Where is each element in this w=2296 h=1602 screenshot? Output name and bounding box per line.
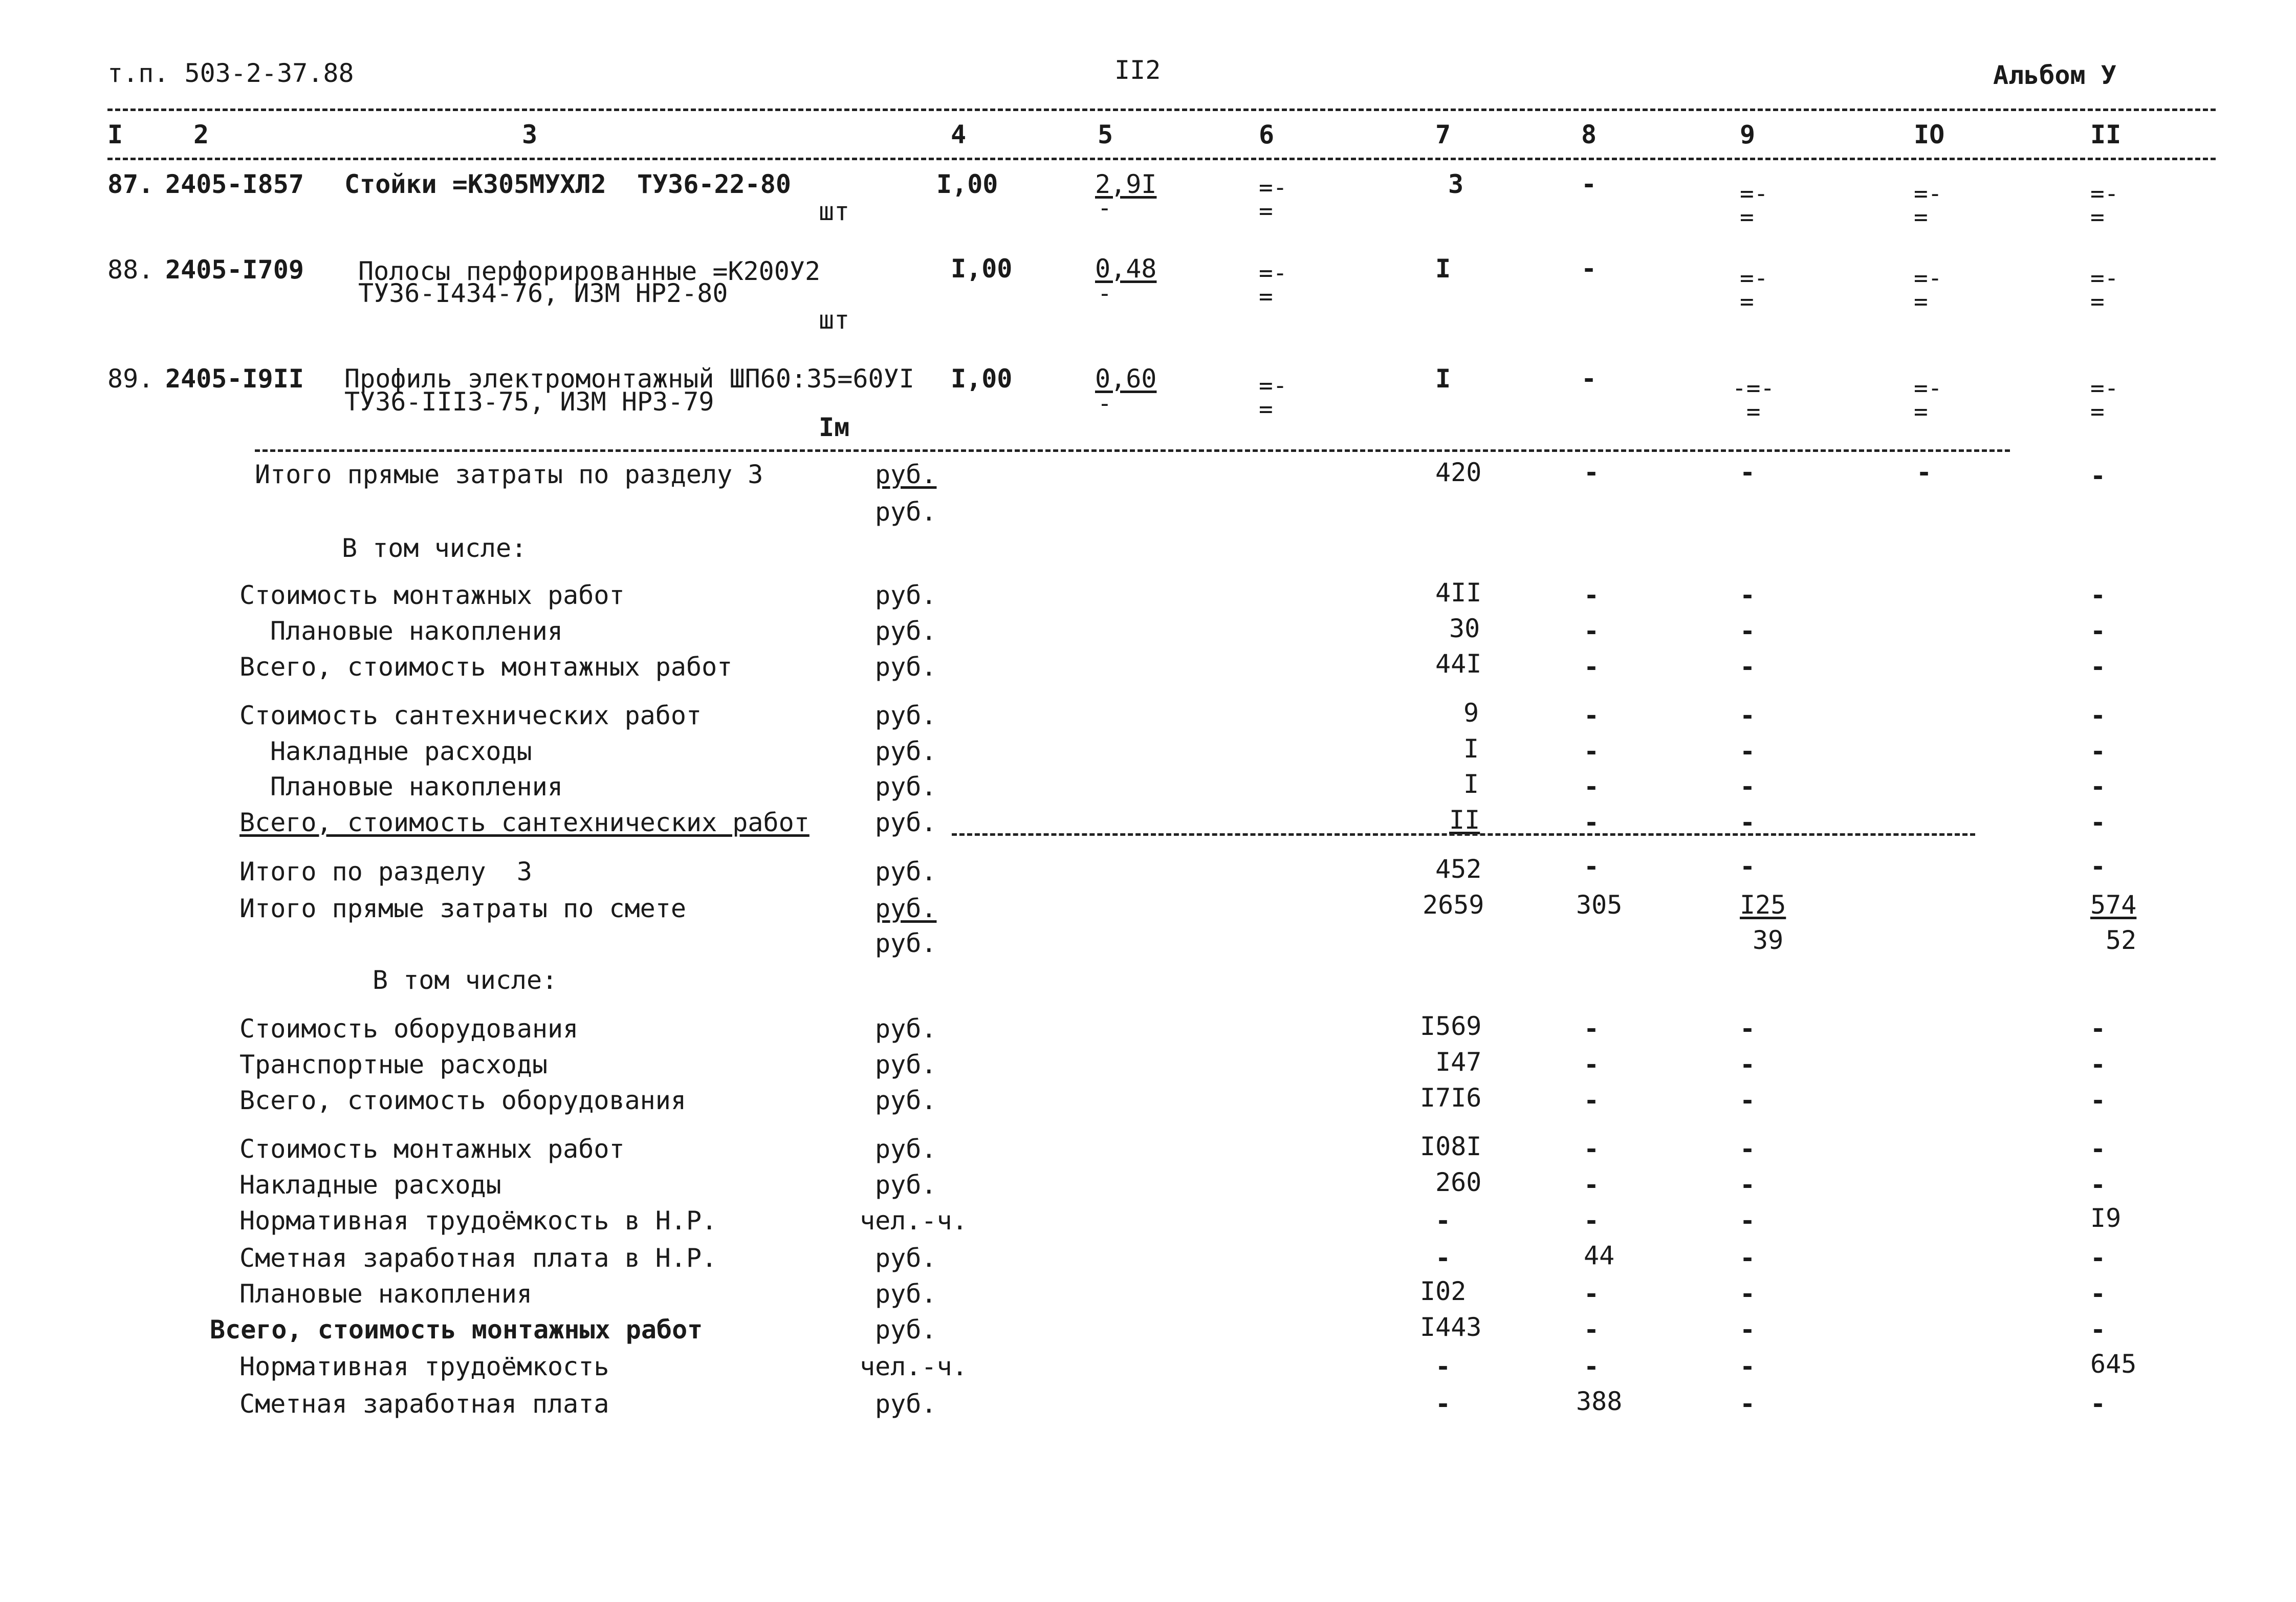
section-rule	[255, 449, 2010, 452]
item-col7-value: I	[1435, 364, 1451, 394]
summary-col7: I	[1463, 769, 1479, 799]
summary-col7: I08I	[1420, 1132, 1482, 1161]
summary-label: Стоимость оборудования	[239, 1014, 579, 1044]
item-description: Стойки =К305МУХЛ2 ТУ36-22-80	[344, 169, 791, 199]
summary-col8: -	[1584, 1086, 1600, 1115]
summary-unit: чел.-ч.	[860, 1206, 968, 1236]
summary-col8: -	[1584, 852, 1600, 881]
empty-cell-mark: =- =	[2090, 264, 2119, 315]
item-col7-value: I	[1435, 254, 1451, 284]
col-header-2: 2	[193, 120, 209, 149]
summary-col9: -	[1740, 772, 1756, 802]
summary-col9: -	[1740, 1243, 1756, 1273]
subheading-including: В том числе:	[342, 533, 527, 563]
album-label: Альбом У	[1993, 60, 2116, 90]
item-description-line2: ТУ36-I434-76, ИЗМ НР2-80	[358, 278, 728, 308]
summary-unit: руб.	[875, 652, 937, 682]
summary-unit: руб.	[875, 1050, 937, 1079]
summary-col7: II	[1449, 805, 1480, 835]
summary-col8: -	[1584, 580, 1600, 610]
summary-col8: -	[1584, 1134, 1600, 1164]
col-header-8: 8	[1581, 120, 1597, 149]
summary-label: Всего, стоимость монтажных работ	[239, 652, 733, 682]
summary-unit: руб.	[875, 580, 937, 610]
summary-unit: руб.	[875, 1170, 937, 1200]
summary-col7: 4II	[1435, 578, 1482, 608]
summary-col11: -	[2090, 1279, 2106, 1309]
summary-label: Накладные расходы	[239, 1170, 501, 1200]
summary-col9: -	[1740, 1315, 1756, 1345]
summary-col8: -	[1584, 772, 1600, 802]
summary-col8: 305	[1576, 890, 1623, 920]
summary-col7: -	[1435, 1243, 1451, 1273]
summary-col7: 420	[1435, 458, 1482, 487]
underline-dash: -	[1098, 194, 1112, 222]
summary-col8: -	[1584, 1014, 1600, 1044]
summary-col9-second: 39	[1753, 925, 1784, 955]
summary-unit-second: руб.	[875, 928, 937, 958]
summary-col11: -	[2090, 852, 2106, 881]
summary-col7: I	[1463, 734, 1479, 764]
summary-col8: -	[1584, 701, 1600, 730]
summary-col9: -	[1740, 1050, 1756, 1079]
item-col7-value: 3	[1448, 169, 1464, 199]
summary-col7: 9	[1463, 698, 1479, 728]
summary-col9: -	[1740, 580, 1756, 610]
summary-unit: руб.	[875, 772, 937, 802]
summary-label: Всего, стоимость монтажных работ	[210, 1315, 703, 1345]
summary-col9: -	[1740, 1279, 1756, 1309]
summary-col8: -	[1584, 737, 1600, 766]
col-header-6: 6	[1259, 120, 1275, 149]
summary-col8: -	[1584, 1279, 1600, 1309]
empty-cell-mark: =- =	[1914, 264, 1942, 315]
summary-col9: -	[1740, 1086, 1756, 1115]
summary-label: Плановые накопления	[270, 616, 563, 646]
summary-label: Сметная заработная плата в Н.Р.	[239, 1243, 717, 1273]
summary-label: Нормативная трудоёмкость	[239, 1352, 609, 1381]
item-quantity: I,00	[936, 169, 998, 199]
summary-col9: -	[1740, 616, 1756, 646]
col-header-7: 7	[1435, 120, 1451, 149]
summary-unit: руб.	[875, 1389, 937, 1419]
summary-col9: -	[1740, 808, 1756, 837]
item-code: 2405-I709	[165, 255, 304, 285]
summary-label: Всего, стоимость сантехнических работ	[239, 808, 810, 837]
header-top-rule	[107, 109, 2216, 111]
summary-col7: -	[1435, 1352, 1451, 1381]
item-price: 0,48	[1095, 254, 1157, 284]
summary-col10: -	[1916, 458, 1932, 487]
empty-cell-mark: =- =	[1914, 374, 1942, 425]
summary-col9: -	[1740, 458, 1756, 487]
summary-col11-second: 52	[2106, 925, 2137, 955]
summary-col8: -	[1584, 616, 1600, 646]
document-code: т.п. 503-2-37.88	[107, 58, 354, 88]
summary-col9: -	[1740, 1170, 1756, 1200]
empty-cell-mark: =- =	[1259, 174, 1287, 225]
summary-label: Стоимость монтажных работ	[239, 1134, 625, 1164]
summary-col7: -	[1435, 1389, 1451, 1419]
col-header-9: 9	[1740, 120, 1756, 149]
summary-label: Сметная заработная плата	[239, 1389, 609, 1419]
summary-col8: -	[1584, 1352, 1600, 1381]
summary-col11: 574	[2090, 890, 2137, 920]
summary-unit: руб.	[875, 1243, 937, 1273]
summary-col7: I02	[1420, 1276, 1467, 1306]
summary-col9: -	[1740, 1134, 1756, 1164]
item-number: 89.	[107, 364, 154, 394]
summary-col11: -	[2090, 1050, 2106, 1079]
summary-col8: -	[1584, 1170, 1600, 1200]
item-number: 87.	[107, 169, 154, 199]
summary-col7: 2659	[1423, 890, 1484, 920]
summary-col11: -	[2090, 1243, 2106, 1273]
summary-col7: -	[1435, 1206, 1451, 1236]
underline-dash: -	[1098, 279, 1112, 307]
summary-unit: руб.	[875, 1014, 937, 1044]
summary-unit: руб.	[875, 1086, 937, 1115]
summary-col8: -	[1584, 652, 1600, 682]
summary-col8: 388	[1576, 1387, 1623, 1416]
item-code: 2405-I9II	[165, 364, 304, 394]
item-unit: шт	[819, 305, 850, 335]
empty-cell-mark: -=- =	[1732, 374, 1775, 425]
summary-col9: -	[1740, 701, 1756, 730]
summary-col11: -	[2090, 652, 2106, 682]
item-unit: Iм	[819, 413, 850, 442]
empty-cell-mark: =- =	[1259, 372, 1287, 423]
summary-label: Накладные расходы	[270, 737, 532, 766]
col-header-5: 5	[1098, 120, 1113, 149]
summary-col11: -	[2090, 616, 2106, 646]
summary-label: Всего, стоимость оборудования	[239, 1086, 686, 1115]
summary-col7: I7I6	[1420, 1083, 1482, 1113]
item-col8-value: -	[1581, 364, 1597, 394]
summary-col11: -	[2090, 1389, 2106, 1419]
item-quantity: I,00	[951, 364, 1013, 394]
col-header-4: 4	[951, 120, 967, 149]
summary-unit: руб.	[875, 737, 937, 766]
page-number: II2	[1114, 55, 1161, 85]
summary-col9: -	[1740, 652, 1756, 682]
item-price: 0,60	[1095, 364, 1157, 394]
summary-label: Итого по разделу 3	[239, 857, 532, 886]
summary-col9: I25	[1740, 890, 1786, 920]
empty-cell-mark: =- =	[1259, 259, 1287, 310]
summary-col11: -	[2090, 808, 2106, 837]
col-header-10: IO	[1914, 120, 1945, 149]
summary-col11: -	[2090, 461, 2106, 491]
summary-col11: -	[2090, 737, 2106, 766]
empty-cell-mark: =- =	[1740, 180, 1768, 231]
empty-cell-mark: =- =	[2090, 180, 2119, 231]
summary-unit: руб.	[875, 1279, 937, 1309]
item-price: 2,9I	[1095, 169, 1157, 199]
summary-col11: -	[2090, 1170, 2106, 1200]
item-col8-value: -	[1581, 169, 1597, 199]
summary-col11: -	[2090, 1315, 2106, 1345]
summary-col9: -	[1740, 737, 1756, 766]
item-description-line2: ТУ36-III3-75, ИЗМ НР3-79	[344, 387, 714, 417]
summary-col8: -	[1584, 458, 1600, 487]
item-code: 2405-I857	[165, 169, 304, 199]
col-header-1: I	[107, 120, 123, 149]
summary-col11: -	[2090, 1134, 2106, 1164]
summary-unit: руб.	[875, 1134, 937, 1164]
summary-label: Стоимость сантехнических работ	[239, 701, 702, 730]
summary-label: Плановые накопления	[239, 1279, 532, 1309]
item-col8-value: -	[1581, 254, 1597, 284]
summary-unit: руб.	[875, 616, 937, 646]
item-description: Профиль электромонтажный ШП60:35=60УI	[344, 364, 914, 394]
summary-col11: -	[2090, 1086, 2106, 1115]
summary-unit-second: руб.	[875, 497, 937, 527]
item-number: 88.	[107, 255, 154, 285]
summary-col7: 30	[1449, 614, 1480, 643]
summary-label: Нормативная трудоёмкость в Н.Р.	[239, 1206, 717, 1236]
summary-col9: -	[1740, 1389, 1756, 1419]
summary-label: Транспортные расходы	[239, 1050, 548, 1079]
summary-unit: руб.	[875, 894, 937, 923]
summary-col7: 452	[1435, 854, 1482, 884]
item-unit: шт	[819, 197, 850, 226]
summary-col7: I569	[1420, 1011, 1482, 1041]
summary-unit: руб.	[875, 857, 937, 886]
summary-col8: -	[1584, 1315, 1600, 1345]
summary-col7: I443	[1420, 1312, 1482, 1342]
summary-col9: -	[1740, 1352, 1756, 1381]
summary-col8: -	[1584, 808, 1600, 837]
summary-unit: руб.	[875, 460, 937, 489]
summary-col9: -	[1740, 1014, 1756, 1044]
summary-col11: -	[2090, 580, 2106, 610]
header-bottom-rule	[107, 158, 2216, 160]
summary-col9: -	[1740, 1206, 1756, 1236]
item-description: Полосы перфорированные =К200У2	[358, 256, 821, 286]
summary-col11: -	[2090, 701, 2106, 730]
summary-label: Итого прямые затраты по разделу 3	[255, 460, 763, 489]
summary-col8: -	[1584, 1050, 1600, 1079]
summary-unit: чел.-ч.	[860, 1352, 968, 1381]
summary-label: Итого прямые затраты по смете	[239, 894, 686, 923]
summary-col7: 260	[1435, 1167, 1482, 1197]
summary-col7: I47	[1435, 1047, 1482, 1077]
summary-col11: 645	[2090, 1349, 2137, 1379]
summary-col7: 44I	[1435, 649, 1482, 679]
empty-cell-mark: =- =	[2090, 374, 2119, 425]
subheading-including: В том числе:	[373, 965, 558, 995]
summary-label: Стоимость монтажных работ	[239, 580, 625, 610]
summary-unit: руб.	[875, 1315, 937, 1345]
summary-unit: руб.	[875, 701, 937, 730]
col-header-3: 3	[522, 120, 538, 149]
summary-label: Плановые накопления	[270, 772, 563, 802]
summary-col9: -	[1740, 852, 1756, 881]
summary-col11: -	[2090, 772, 2106, 802]
subtotal-rule	[952, 833, 1975, 836]
item-quantity: I,00	[951, 254, 1013, 284]
summary-col11: -	[2090, 1014, 2106, 1044]
empty-cell-mark: =- =	[1914, 180, 1942, 231]
empty-cell-mark: =- =	[1740, 264, 1768, 315]
summary-col8: 44	[1584, 1241, 1615, 1270]
summary-col8: -	[1584, 1206, 1600, 1236]
underline-dash: -	[1098, 389, 1112, 417]
summary-col11: I9	[2090, 1203, 2122, 1233]
summary-unit: руб.	[875, 808, 937, 837]
col-header-11: II	[2090, 120, 2122, 149]
